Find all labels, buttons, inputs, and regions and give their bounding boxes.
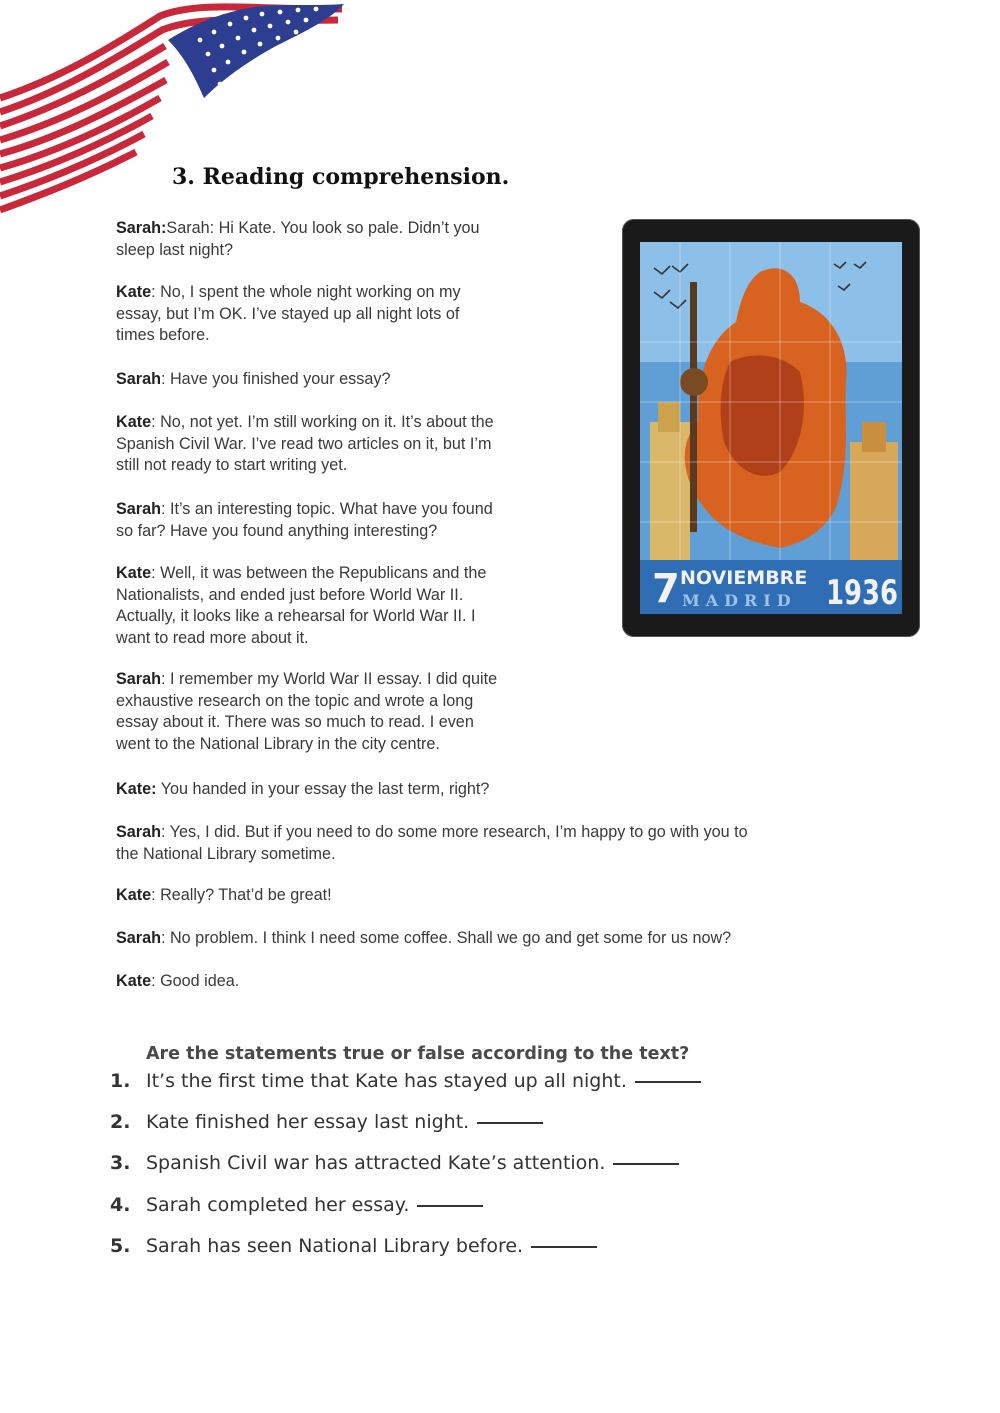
answer-blank[interactable] [417,1205,483,1207]
dialogue-line [116,885,332,907]
dialogue-text-span: : Really? That’d be great! [151,886,332,904]
dialogue-text-span: essay about it. There was so much to read. I even [116,713,474,732]
dialogue-line [116,412,494,434]
question-text: Sarah completed her essay. [146,1194,410,1216]
poster-city: MADRID [682,591,797,610]
question-number: 3. [110,1152,131,1174]
dialogue-line [116,282,461,304]
dialogue-line [116,971,239,993]
dialogue-text-span: : No problem. I think I need some coffee. Shall we go and get some for us now? [161,929,732,947]
dialogue-text-span: Actually, it looks like a rehearsal for World War II. I [116,607,476,626]
dialogue-line [116,240,233,262]
speaker-name: Sarah [116,370,161,388]
dialogue-text-span: exhaustive research on the topic and wrote a long [116,691,474,710]
speaker-name: Sarah [116,670,161,688]
question-text: Spanish Civil war has attracted Kate’s attention. [146,1152,606,1174]
dialogue-text-span: went to the National Library in the city centre. [116,734,440,753]
dialogue-text-span: times before. [116,326,210,345]
dialogue-line [116,434,491,456]
answer-blank[interactable] [477,1122,543,1124]
dialogue-text-span: : No, not yet. I’m still working on it. It’s about the [151,413,494,431]
dialogue-line [116,628,309,650]
dialogue-text-span: want to read more about it. [116,628,309,647]
dialogue-line [116,325,210,347]
dialogue-text-span: : Well, it was between the Republicans and the [151,564,487,582]
dialogue-text-span: : Yes, I did. But if you need to do some more research, I’m happy to go with you to [161,823,748,841]
speaker-name: Sarah [116,929,161,947]
dialogue-text-span: Sarah: Hi Kate. You look so pale. Didn’t you [166,219,480,237]
dialogue-text-span: You handed in your essay the last term, right? [156,780,490,798]
speaker-name: Kate [116,564,152,582]
question-item [110,1111,543,1133]
dialogue-line [116,521,437,543]
dialogue-text-span: Nationalists, and ended just before World War II. [116,585,464,604]
dialogue-text-span: so far? Have you found anything interesting? [116,521,438,540]
dialogue-line [116,218,480,240]
dialogue-line [116,822,748,844]
question-item [110,1194,483,1216]
question-text: Sarah has seen National Library before. [146,1235,524,1257]
dialogue-text-span: : Good idea. [151,972,240,990]
dialogue-text-span: sleep last night? [116,240,233,259]
dialogue-line [116,606,476,628]
question-number: 1. [110,1070,131,1092]
question-number: 2. [110,1111,131,1133]
question-item [110,1070,701,1092]
worksheet-title: 3. Reading comprehension. [172,164,510,190]
question-item [110,1235,597,1257]
speaker-name: Kate: [116,780,157,798]
dialogue-line [116,691,473,713]
dialogue-line [116,844,336,866]
question-number: 5. [110,1235,131,1257]
speaker-name: Kate [116,886,152,904]
answer-blank[interactable] [531,1246,597,1248]
dialogue-text-span: : It’s an interesting topic. What have you found [161,500,493,518]
answer-blank[interactable] [613,1163,679,1165]
spanish-civil-war-poster [640,242,902,614]
dialogue-text-span: Spanish Civil War. I’ve read two articles on it, but I’m [116,434,492,453]
dialogue-line [116,779,489,801]
question-number: 4. [110,1194,131,1216]
dialogue-line [116,928,731,950]
dialogue-text-span: : Have you finished your essay? [161,370,391,388]
speaker-name: Kate [116,413,152,431]
question-text: Kate finished her essay last night. [146,1111,470,1133]
dialogue-line [116,669,497,691]
dialogue-line [116,563,486,585]
dialogue-text-span: : No, I spent the whole night working on my [151,283,461,301]
poster-year: 1936 [826,573,898,613]
question-item [110,1152,679,1174]
speaker-name: Kate [116,283,152,301]
answer-blank[interactable] [635,1081,701,1083]
questions-instruction: Are the statements true or false according to the text? [146,1044,690,1064]
speaker-name: Sarah: [116,219,167,237]
poster-day: 7 [652,566,680,612]
dialogue-text-span: essay, but I’m OK. I’ve stayed up all night lots of [116,304,460,323]
dialogue-line [116,455,347,477]
dialogue-line [116,712,474,734]
speaker-name: Sarah [116,823,161,841]
poster-month: NOVIEMBRE [680,567,808,589]
dialogue-line [116,499,493,521]
speaker-name: Sarah [116,500,161,518]
dialogue-text-span: : I remember my World War II essay. I did quite [161,670,498,688]
question-text: It’s the first time that Kate has stayed up all night. [146,1070,627,1092]
dialogue-line [116,304,459,326]
dialogue-line [116,585,463,607]
dialogue-line [116,734,440,756]
dialogue-text-span: the National Library sometime. [116,844,336,863]
speaker-name: Kate [116,972,152,990]
dialogue-line [116,369,390,391]
dialogue-text-span: still not ready to start writing yet. [116,456,348,475]
